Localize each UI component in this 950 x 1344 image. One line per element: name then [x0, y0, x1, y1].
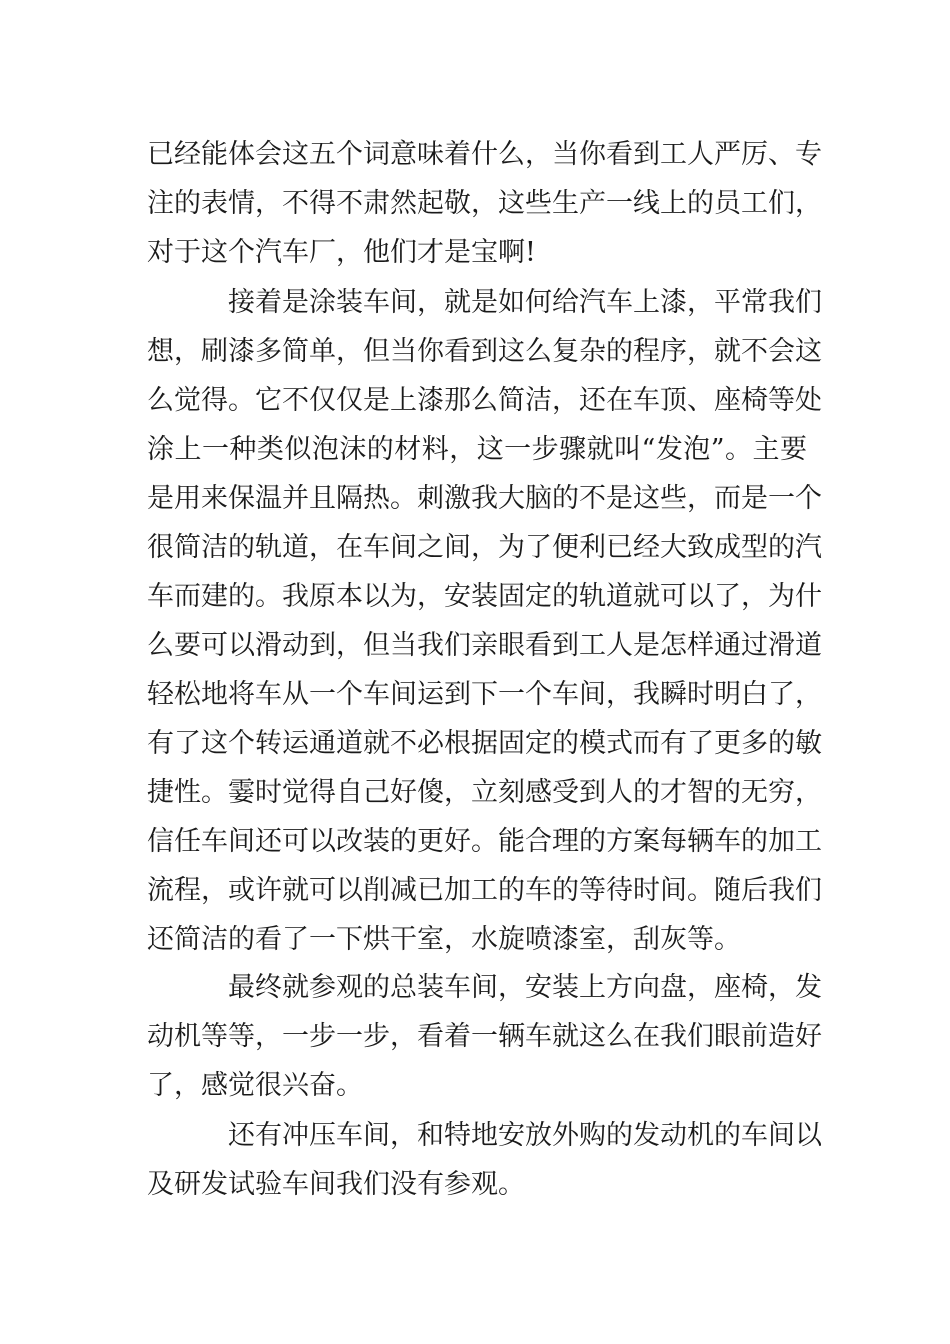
text-line: 动机等等，一步一步，看着一辆车就这么在我们眼前造好	[147, 1021, 822, 1052]
paragraph-3	[147, 963, 822, 1110]
paragraph-2	[147, 278, 822, 964]
text-line: 是用来保温并且隔热。刺激我大脑的不是这些，而是一个	[147, 483, 822, 514]
text-line: 捷性。霎时觉得自己好傻，立刻感受到人的才智的无穷，	[147, 777, 822, 808]
text-line: 么觉得。它不仅仅是上漆那么简洁，还在车顶、座椅等处	[147, 385, 822, 416]
text-line: 最终就参观的总装车间，安装上方向盘，座椅，发	[228, 972, 822, 1003]
text-line: 注的表情，不得不肃然起敬，这些生产一线上的员工们，	[147, 188, 822, 219]
text-line: 对于这个汽车厂，他们才是宝啊!	[147, 237, 536, 268]
paragraph-4	[147, 1111, 822, 1209]
text-line: 及研发试验车间我们没有参观。	[147, 1169, 525, 1200]
text-line: 车而建的。我原本以为，安装固定的轨道就可以了，为什	[147, 581, 822, 612]
text-line: 还简洁的看了一下烘干室，水旋喷漆室，刮灰等。	[147, 924, 741, 955]
text-line: 么要可以滑动到，但当我们亲眼看到工人是怎样通过滑道	[147, 630, 822, 661]
text-line: 轻松地将车从一个车间运到下一个车间，我瞬时明白了，	[147, 679, 822, 710]
text-line: 还有冲压车间，和特地安放外购的发动机的车间以	[228, 1120, 822, 1151]
text-line: 想，刷漆多简单，但当你看到这么复杂的程序，就不会这	[147, 336, 822, 367]
text-line: 涂上一种类似泡沫的材料，这一步骤就叫“发泡”。主要	[147, 434, 807, 465]
text-line: 信任车间还可以改装的更好。能合理的方案每辆车的加工	[147, 826, 822, 857]
text-line: 有了这个转运通道就不必根据固定的模式而有了更多的敏	[147, 728, 822, 759]
text-line: 了，感觉很兴奋。	[147, 1070, 363, 1101]
text-line: 接着是涂装车间，就是如何给汽车上漆，平常我们	[228, 287, 822, 318]
text-line: 很简洁的轨道，在车间之间，为了便利已经大致成型的汽	[147, 532, 822, 563]
text-line: 流程，或许就可以削减已加工的车的等待时间。随后我们	[147, 875, 822, 906]
paragraph-1	[147, 130, 822, 277]
text-line: 已经能体会这五个词意味着什么，当你看到工人严厉、专	[147, 139, 822, 170]
